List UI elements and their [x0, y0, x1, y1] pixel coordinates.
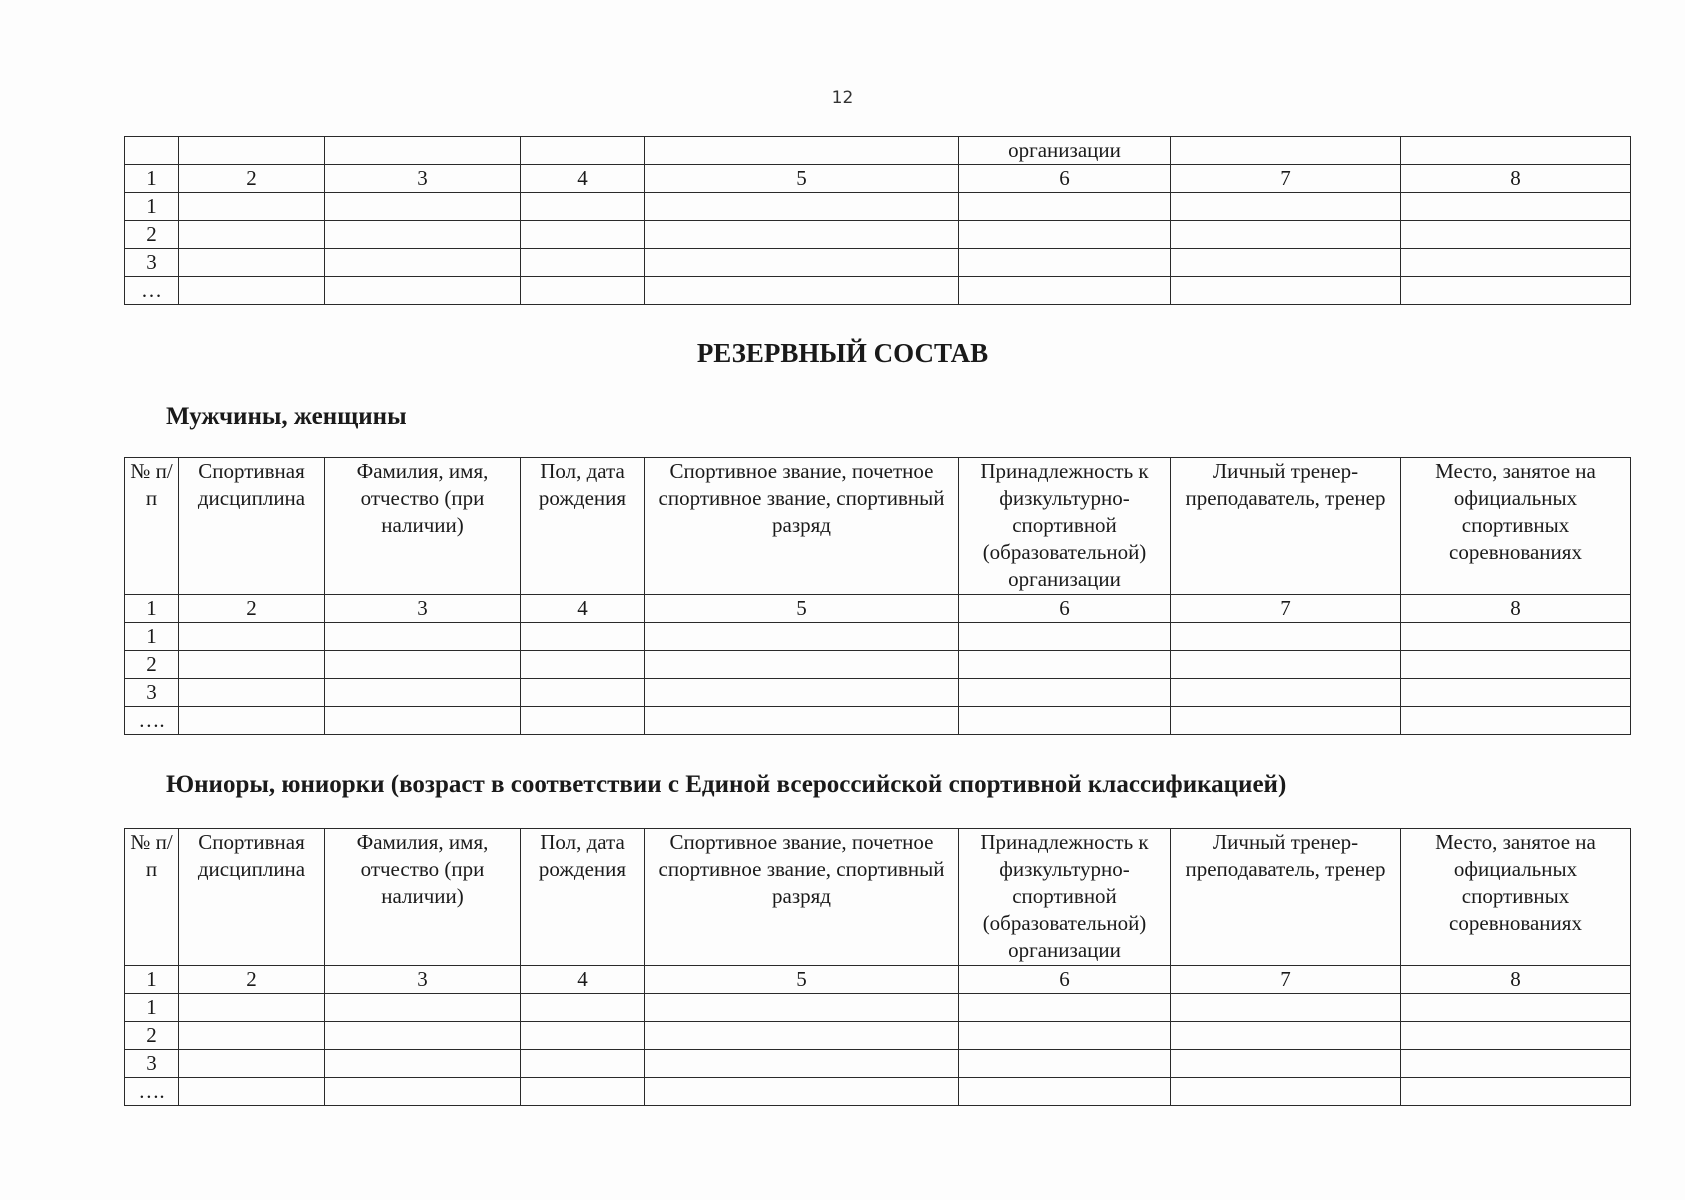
column-number: 4 — [521, 966, 645, 994]
row-number: 1 — [125, 623, 179, 651]
header-cell: Спортивная дисциплина — [179, 458, 325, 595]
header-cell: Спортивная дисциплина — [179, 829, 325, 966]
table-header-row — [125, 137, 1631, 165]
column-number: 5 — [645, 595, 959, 623]
column-number: 8 — [1401, 165, 1631, 193]
table-row — [125, 651, 1631, 679]
column-number: 6 — [959, 595, 1171, 623]
subsection-title-men-women: Мужчины, женщины — [166, 403, 407, 430]
column-number: 4 — [521, 165, 645, 193]
header-cell: Спортивное звание, почетное спортивное звание, спортивный разряд — [645, 829, 959, 966]
subsection-title-juniors: Юниоры, юниорки (возраст в соответствии с Единой всероссийской спортивной классификацией) — [166, 771, 1287, 798]
table-row — [125, 707, 1631, 735]
column-number: 2 — [179, 966, 325, 994]
column-number: 1 — [125, 966, 179, 994]
column-number: 7 — [1171, 595, 1401, 623]
header-cell: Принадлежность к физкультурно-спортивной (образовательной) организации — [959, 829, 1171, 966]
header-cell: Личный тренер-преподаватель, тренер — [1171, 458, 1401, 595]
table-row — [125, 1050, 1631, 1078]
row-number: 3 — [125, 679, 179, 707]
numbering-row — [125, 165, 1631, 193]
header-cell: организации — [959, 137, 1171, 165]
numbering-row — [125, 966, 1631, 994]
column-number: 2 — [179, 165, 325, 193]
row-number: …. — [125, 707, 179, 735]
header-cell: Принадлежность к физкультурно-спортивной (образовательной) организации — [959, 458, 1171, 595]
row-number: 1 — [125, 193, 179, 221]
table-row — [125, 994, 1631, 1022]
row-number: 2 — [125, 221, 179, 249]
header-cell: Пол, дата рождения — [521, 829, 645, 966]
column-number: 7 — [1171, 966, 1401, 994]
column-number: 3 — [325, 165, 521, 193]
men-women-table — [124, 457, 1631, 735]
table-row — [125, 193, 1631, 221]
column-number: 6 — [959, 165, 1171, 193]
table-row — [125, 623, 1631, 651]
header-cell: Спортивное звание, почетное спортивное звание, спортивный разряд — [645, 458, 959, 595]
column-number: 5 — [645, 165, 959, 193]
row-number: … — [125, 277, 179, 305]
top-table — [124, 136, 1631, 305]
row-number: 2 — [125, 1022, 179, 1050]
header-cell: Фамилия, имя, отчество (при наличии) — [325, 458, 521, 595]
juniors-table — [124, 828, 1631, 1106]
table-row — [125, 679, 1631, 707]
header-cell: Место, занятое на официальных спортивных соревнованиях — [1401, 458, 1631, 595]
section-title: РЕЗЕРВНЫЙ СОСТАВ — [696, 338, 989, 368]
column-number: 1 — [125, 165, 179, 193]
table-row — [125, 1022, 1631, 1050]
page-number: 12 — [831, 88, 854, 108]
row-number: 1 — [125, 994, 179, 1022]
header-cell: Пол, дата рождения — [521, 458, 645, 595]
table-row — [125, 277, 1631, 305]
column-number: 3 — [325, 966, 521, 994]
row-number: 2 — [125, 651, 179, 679]
numbering-row — [125, 595, 1631, 623]
table-header-row — [125, 829, 1631, 966]
row-number: 3 — [125, 249, 179, 277]
header-cell: Личный тренер-преподаватель, тренер — [1171, 829, 1401, 966]
table-header-row — [125, 458, 1631, 595]
column-number: 8 — [1401, 966, 1631, 994]
column-number: 7 — [1171, 165, 1401, 193]
header-cell: № п/п — [125, 458, 179, 595]
header-cell: Фамилия, имя, отчество (при наличии) — [325, 829, 521, 966]
column-number: 2 — [179, 595, 325, 623]
column-number: 5 — [645, 966, 959, 994]
table-row — [125, 249, 1631, 277]
header-cell: Место, занятое на официальных спортивных соревнованиях — [1401, 829, 1631, 966]
column-number: 3 — [325, 595, 521, 623]
header-cell: № п/п — [125, 829, 179, 966]
row-number: 3 — [125, 1050, 179, 1078]
column-number: 8 — [1401, 595, 1631, 623]
column-number: 6 — [959, 966, 1171, 994]
column-number: 4 — [521, 595, 645, 623]
table-row — [125, 221, 1631, 249]
table-row — [125, 1078, 1631, 1106]
row-number: …. — [125, 1078, 179, 1106]
column-number: 1 — [125, 595, 179, 623]
